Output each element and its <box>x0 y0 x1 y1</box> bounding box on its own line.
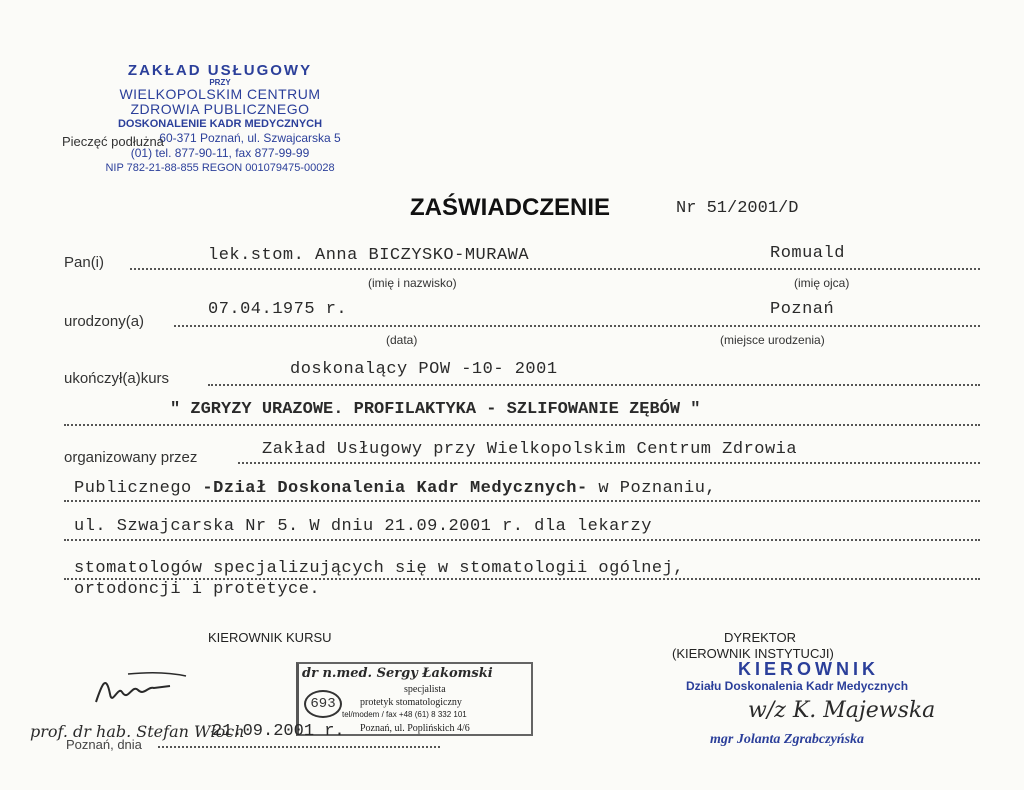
org-dotted-line-2 <box>64 500 980 502</box>
org-dotted-line-3 <box>64 539 980 541</box>
stamp-line-4: ZDROWIA PUBLICZNEGO <box>130 101 310 117</box>
course-label: ukończył(a)kurs <box>64 370 170 387</box>
org-line-2a: Publicznego <box>74 479 203 498</box>
father-value: Romuald <box>770 244 845 263</box>
father-caption: (imię ojca) <box>794 276 850 290</box>
personal-stamp-line-4: tel/modem / fax +48 (61) 8 332 101 <box>342 710 467 719</box>
name-caption: (imię i nazwisko) <box>368 276 457 290</box>
org-dotted-line-1 <box>238 462 980 464</box>
org-line-2c: w Poznaniu, <box>587 479 717 498</box>
personal-stamp-line-5: Poznań, ul. Poplińskich 4/6 <box>360 723 470 734</box>
pan-dotted-line <box>130 268 980 270</box>
org-line-3: ul. Szwajcarska Nr 5. W dniu 21.09.2001 r. dla lekarzy <box>74 517 652 536</box>
right-heading-1: DYREKTOR <box>724 630 796 645</box>
stamp-line-5: DOSKONALENIE KADR MEDYCZNYCH <box>117 118 323 130</box>
personal-stamp-line-2: specjalista <box>404 684 446 695</box>
stamp-line-6: 60-371 Poznań, ul. Szwajcarska 5 <box>159 131 341 145</box>
date-caption: (data) <box>386 333 418 347</box>
born-label: urodzony(a) <box>64 313 145 330</box>
stamp-line-2: PRZY <box>209 78 231 87</box>
document-title: ZAŚWIADCZENIE <box>410 194 610 221</box>
right-signature: w/z K. Majewska <box>748 698 936 723</box>
stamp-line-3: WIELKOPOLSKIM CENTRUM <box>119 86 321 102</box>
place-caption: (miejsce urodzenia) <box>720 333 825 347</box>
place-date-label: Poznań, dnia <box>66 737 142 752</box>
right-stamp-title: KIEROWNIK <box>738 659 879 679</box>
institution-stamp <box>90 62 350 175</box>
stamp-line-8: NIP 782-21-88-855 REGON 001079475-00028 <box>105 162 335 174</box>
document-number: Nr 51/2001/D <box>676 199 799 218</box>
course-title-dotted-line <box>64 424 980 426</box>
stamp-caption: Pieczęć podłużna <box>62 134 164 149</box>
org-line-2 <box>74 479 716 498</box>
course-title: " ZGRYZY URAZOWE. PROFILAKTYKA - SZLIFOWANIE ZĘBÓW " <box>170 400 701 419</box>
personal-stamp-number: 693 <box>304 690 342 718</box>
stamp-line-7: (01) tel. 877-90-11, fax 877-99-99 <box>130 146 310 160</box>
org-line-2b: -Dział Doskonalenia Kadr Medycznych- <box>202 479 588 498</box>
org-line-5: ortodoncji i protetyce. <box>74 580 321 599</box>
course-dotted-line <box>208 384 980 386</box>
right-signer: mgr Jolanta Zgrabczyńska <box>710 732 865 747</box>
born-date: 07.04.1975 r. <box>208 300 348 319</box>
left-heading: KIEROWNIK KURSU <box>208 630 332 645</box>
personal-stamp-line-3: protetyk stomatologiczny <box>360 697 462 708</box>
right-stamp-subtitle: Działu Doskonalenia Kadr Medycznych <box>686 679 909 693</box>
course-value: doskonalący POW -10- 2001 <box>290 360 558 379</box>
place-date-value: 21.09.2001 r. <box>212 722 345 741</box>
stamp-line-1: ZAKŁAD USŁUGOWY <box>127 62 313 79</box>
org-line-4: stomatologów specjalizujących się w stomatologii ogólnej, <box>74 559 684 578</box>
left-signer: prof. dr hab. Stefan Włoch <box>30 722 245 741</box>
pan-value: lek.stom. Anna BICZYSKO-MURAWA <box>208 246 530 265</box>
place-date-dotted-line <box>158 746 440 748</box>
org-label: organizowany przez <box>64 449 198 466</box>
born-place: Poznań <box>770 300 835 319</box>
personal-stamp-line-1: dr n.med. Sergy Łakomski <box>302 666 493 681</box>
right-heading-2: (KIEROWNIK INSTYTUCJI) <box>672 646 834 661</box>
born-dotted-line <box>174 325 980 327</box>
pan-label: Pan(i) <box>64 254 105 271</box>
left-signature-scribble <box>88 664 198 714</box>
org-line-1: Zakład Usługowy przy Wielkopolskim Centrum Zdrowia <box>262 440 798 459</box>
